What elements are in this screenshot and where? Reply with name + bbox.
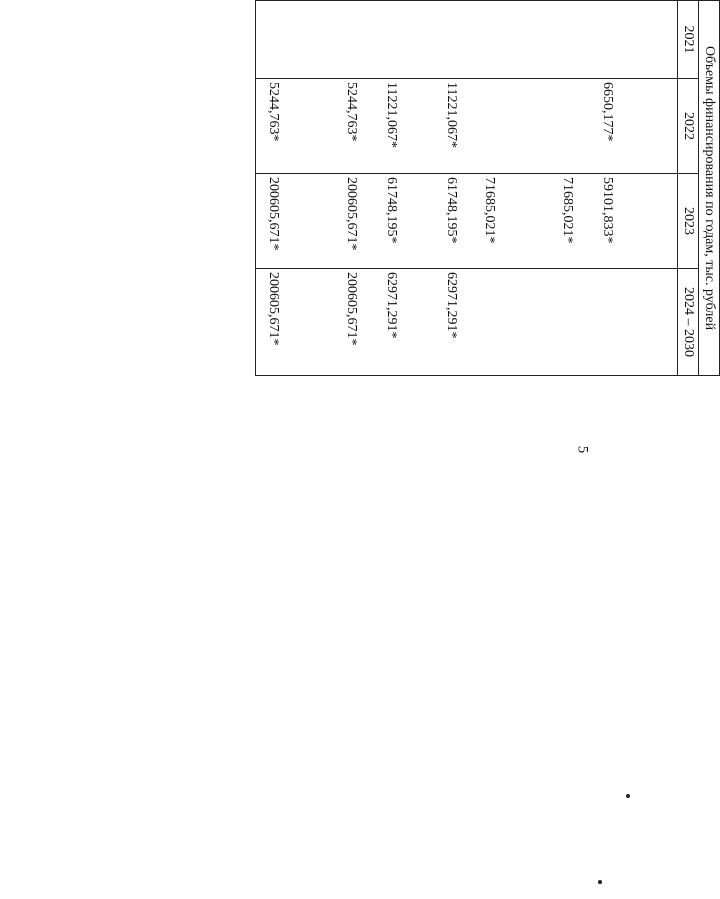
header-year: 2021 [677,1,698,79]
scan-speck [626,794,630,798]
scan-speck [598,880,602,884]
value-2022 [463,79,501,174]
value-2024-2030: 62971,291* [403,269,463,376]
header-year: 2022 [677,79,698,174]
table-row [363,0,403,376]
rotated-page-content [266,0,720,375]
value-2023: 200605,671* [255,174,285,269]
value-2021 [255,1,285,79]
page-number: 5 [574,445,591,454]
value-2021 [285,1,363,79]
value-2021 [363,1,403,79]
header-year: 2024 – 2030 [677,269,698,376]
value-2022: 5244,763* [255,79,285,174]
value-2021 [403,1,463,79]
table-row [255,0,285,376]
value-2022: 6650,177* [579,79,619,174]
value-2022: 11221,067* [363,79,403,174]
value-2023: 200605,671* [285,174,363,269]
financing-table [255,0,720,376]
value-2023: 59101,833* [579,174,619,269]
value-2023: 61748,195* [363,174,403,269]
value-2024-2030: 62971,291* [363,269,403,376]
table-row [403,0,463,376]
table-row [579,0,619,376]
value-2021 [579,1,619,79]
header-row-1 [698,0,719,376]
value-2022: 5244,763* [285,79,363,174]
value-2024-2030 [501,269,579,376]
value-2023: 61748,195* [403,174,463,269]
value-2023 [619,174,677,269]
value-2024-2030 [619,269,677,376]
table-row [285,0,363,376]
value-2021 [463,1,501,79]
value-2024-2030: 200605,671* [255,269,285,376]
value-2022 [619,79,677,174]
table-row [501,0,579,376]
header-row-2 [677,0,698,376]
value-2022: 11221,067* [403,79,463,174]
value-2024-2030 [463,269,501,376]
table-row [463,0,501,376]
value-2024-2030: 200605,671* [285,269,363,376]
value-2023: 71685,021* [501,174,579,269]
value-2024-2030 [579,269,619,376]
value-2023: 71685,021* [463,174,501,269]
value-2021 [501,1,579,79]
header-year: 2023 [677,174,698,269]
value-2021 [619,1,677,79]
value-2022 [501,79,579,174]
table-row [619,0,677,376]
header-funding: Объемы финансирования по годам, тыс. рублей [698,1,719,376]
